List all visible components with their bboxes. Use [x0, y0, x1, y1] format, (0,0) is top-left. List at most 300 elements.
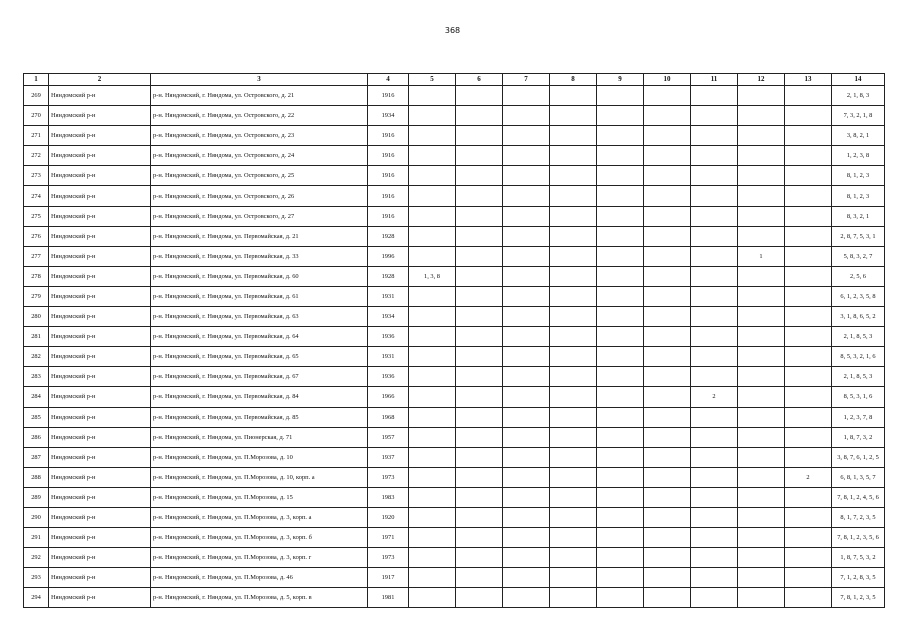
col-14-cell: 8, 1, 2, 3	[832, 166, 885, 186]
col-5-cell	[409, 347, 456, 367]
col-12-cell	[738, 447, 785, 467]
col-7-cell	[503, 568, 550, 588]
table-row	[24, 307, 885, 327]
col-6-cell	[456, 387, 503, 407]
table-row	[24, 226, 885, 246]
col-11-cell: 2	[691, 387, 738, 407]
col-12-cell	[738, 166, 785, 186]
year-cell: 1928	[368, 226, 409, 246]
col-14-cell: 7, 8, 1, 2, 4, 5, 6	[832, 487, 885, 507]
col-13-cell	[785, 146, 832, 166]
col-10-cell	[644, 186, 691, 206]
table-row	[24, 126, 885, 146]
col-9-cell	[597, 427, 644, 447]
col-10-cell	[644, 327, 691, 347]
row-number: 284	[24, 387, 49, 407]
table-row	[24, 146, 885, 166]
col-6-cell	[456, 568, 503, 588]
col-14-cell: 2, 1, 8, 3	[832, 86, 885, 106]
col-8-cell	[550, 528, 597, 548]
row-number: 276	[24, 226, 49, 246]
table-row	[24, 246, 885, 266]
year-cell: 1983	[368, 487, 409, 507]
col-5-cell	[409, 487, 456, 507]
row-number: 282	[24, 347, 49, 367]
district-cell: Няндомский р-н	[49, 286, 151, 306]
district-cell: Няндомский р-н	[49, 427, 151, 447]
year-cell: 1957	[368, 427, 409, 447]
row-number: 274	[24, 186, 49, 206]
col-13-cell	[785, 447, 832, 467]
col-10-cell	[644, 106, 691, 126]
col-10-cell	[644, 528, 691, 548]
address-cell: р-н. Няндомский, г. Няндома, ул. Первомайская, д. 63	[151, 307, 368, 327]
col-11-cell	[691, 367, 738, 387]
col-8-cell	[550, 327, 597, 347]
col-11-cell	[691, 126, 738, 146]
district-cell: Няндомский р-н	[49, 327, 151, 347]
col-13-cell	[785, 126, 832, 146]
col-10-cell	[644, 407, 691, 427]
col-7-cell	[503, 246, 550, 266]
col-14-cell: 8, 5, 3, 1, 6	[832, 387, 885, 407]
year-cell: 1917	[368, 568, 409, 588]
col-13-cell	[785, 86, 832, 106]
col-7-cell	[503, 407, 550, 427]
col-9-cell	[597, 286, 644, 306]
col-12-cell	[738, 507, 785, 527]
col-12-cell	[738, 487, 785, 507]
col-7-cell	[503, 226, 550, 246]
col-9-cell	[597, 367, 644, 387]
col-8-cell	[550, 447, 597, 467]
col-10-cell	[644, 427, 691, 447]
column-header-2: 2	[49, 74, 151, 86]
col-6-cell	[456, 146, 503, 166]
col-12-cell	[738, 186, 785, 206]
col-14-cell: 8, 5, 3, 2, 1, 6	[832, 347, 885, 367]
col-5-cell	[409, 206, 456, 226]
col-7-cell	[503, 548, 550, 568]
col-5-cell	[409, 568, 456, 588]
col-10-cell	[644, 286, 691, 306]
district-cell: Няндомский р-н	[49, 387, 151, 407]
col-11-cell	[691, 528, 738, 548]
col-12-cell	[738, 226, 785, 246]
year-cell: 1916	[368, 86, 409, 106]
address-cell: р-н. Няндомский, г. Няндома, ул. П.Морозова, д. 3, корп. б	[151, 528, 368, 548]
district-cell: Няндомский р-н	[49, 307, 151, 327]
col-6-cell	[456, 166, 503, 186]
row-number: 273	[24, 166, 49, 186]
col-6-cell	[456, 447, 503, 467]
district-cell: Няндомский р-н	[49, 487, 151, 507]
col-9-cell	[597, 206, 644, 226]
year-cell: 1937	[368, 447, 409, 467]
col-6-cell	[456, 206, 503, 226]
row-number: 288	[24, 467, 49, 487]
row-number: 281	[24, 327, 49, 347]
col-9-cell	[597, 146, 644, 166]
col-13-cell	[785, 568, 832, 588]
col-11-cell	[691, 568, 738, 588]
address-cell: р-н. Няндомский, г. Няндома, ул. Островского, д. 21	[151, 86, 368, 106]
col-11-cell	[691, 226, 738, 246]
col-14-cell: 6, 8, 1, 3, 5, 7	[832, 467, 885, 487]
col-8-cell	[550, 307, 597, 327]
col-13-cell	[785, 307, 832, 327]
col-14-cell: 8, 3, 2, 1	[832, 206, 885, 226]
col-8-cell	[550, 86, 597, 106]
col-6-cell	[456, 487, 503, 507]
col-9-cell	[597, 387, 644, 407]
col-7-cell	[503, 307, 550, 327]
col-6-cell	[456, 307, 503, 327]
col-11-cell	[691, 246, 738, 266]
col-5-cell	[409, 226, 456, 246]
year-cell: 1966	[368, 387, 409, 407]
col-14-cell: 7, 8, 1, 2, 3, 5	[832, 588, 885, 608]
col-8-cell	[550, 347, 597, 367]
col-9-cell	[597, 347, 644, 367]
address-cell: р-н. Няндомский, г. Няндома, ул. П.Морозова, д. 3, корп. а	[151, 507, 368, 527]
col-8-cell	[550, 106, 597, 126]
col-7-cell	[503, 286, 550, 306]
col-9-cell	[597, 166, 644, 186]
year-cell: 1916	[368, 186, 409, 206]
col-8-cell	[550, 407, 597, 427]
column-header-7: 7	[503, 74, 550, 86]
col-5-cell	[409, 467, 456, 487]
address-cell: р-н. Няндомский, г. Няндома, ул. П.Морозова, д. 46	[151, 568, 368, 588]
table-row	[24, 548, 885, 568]
col-9-cell	[597, 246, 644, 266]
col-10-cell	[644, 588, 691, 608]
address-cell: р-н. Няндомский, г. Няндома, ул. Первомайская, д. 85	[151, 407, 368, 427]
col-10-cell	[644, 568, 691, 588]
col-5-cell	[409, 548, 456, 568]
table-row	[24, 86, 885, 106]
col-5-cell	[409, 286, 456, 306]
row-number: 293	[24, 568, 49, 588]
col-5-cell	[409, 588, 456, 608]
column-header-9: 9	[597, 74, 644, 86]
col-12-cell	[738, 266, 785, 286]
col-12-cell	[738, 387, 785, 407]
year-cell: 1971	[368, 528, 409, 548]
col-8-cell	[550, 226, 597, 246]
col-13-cell	[785, 387, 832, 407]
col-5-cell	[409, 367, 456, 387]
col-5-cell	[409, 86, 456, 106]
col-12-cell	[738, 347, 785, 367]
address-cell: р-н. Няндомский, г. Няндома, ул. Островского, д. 25	[151, 166, 368, 186]
col-5-cell	[409, 427, 456, 447]
year-cell: 1916	[368, 166, 409, 186]
district-cell: Няндомский р-н	[49, 246, 151, 266]
col-13-cell	[785, 106, 832, 126]
col-6-cell	[456, 467, 503, 487]
col-11-cell	[691, 307, 738, 327]
col-9-cell	[597, 487, 644, 507]
column-header-3: 3	[151, 74, 368, 86]
col-14-cell: 2, 8, 7, 5, 3, 1	[832, 226, 885, 246]
column-header-11: 11	[691, 74, 738, 86]
col-13-cell	[785, 528, 832, 548]
col-7-cell	[503, 507, 550, 527]
col-14-cell: 1, 8, 7, 5, 3, 2	[832, 548, 885, 568]
table-row	[24, 166, 885, 186]
year-cell: 1981	[368, 588, 409, 608]
col-7-cell	[503, 447, 550, 467]
address-cell: р-н. Няндомский, г. Няндома, ул. П.Морозова, д. 15	[151, 487, 368, 507]
col-8-cell	[550, 588, 597, 608]
col-5-cell	[409, 407, 456, 427]
col-9-cell	[597, 266, 644, 286]
col-9-cell	[597, 226, 644, 246]
col-12-cell	[738, 367, 785, 387]
col-7-cell	[503, 146, 550, 166]
col-11-cell	[691, 206, 738, 226]
col-6-cell	[456, 327, 503, 347]
col-7-cell	[503, 86, 550, 106]
col-10-cell	[644, 206, 691, 226]
col-10-cell	[644, 447, 691, 467]
col-6-cell	[456, 528, 503, 548]
district-cell: Няндомский р-н	[49, 146, 151, 166]
col-5-cell	[409, 307, 456, 327]
col-5-cell	[409, 106, 456, 126]
col-11-cell	[691, 467, 738, 487]
col-14-cell: 8, 1, 2, 3	[832, 186, 885, 206]
data-table	[23, 73, 885, 608]
table-row	[24, 588, 885, 608]
col-14-cell: 1, 2, 3, 8	[832, 146, 885, 166]
col-5-cell	[409, 507, 456, 527]
col-9-cell	[597, 568, 644, 588]
col-13-cell	[785, 588, 832, 608]
col-5-cell	[409, 246, 456, 266]
col-14-cell: 7, 1, 2, 8, 3, 5	[832, 568, 885, 588]
table-row	[24, 487, 885, 507]
table-row	[24, 327, 885, 347]
table-row	[24, 387, 885, 407]
table-row	[24, 507, 885, 527]
col-5-cell	[409, 126, 456, 146]
col-8-cell	[550, 487, 597, 507]
col-14-cell: 3, 8, 2, 1	[832, 126, 885, 146]
col-7-cell	[503, 528, 550, 548]
col-10-cell	[644, 146, 691, 166]
col-11-cell	[691, 327, 738, 347]
col-10-cell	[644, 266, 691, 286]
col-8-cell	[550, 387, 597, 407]
col-10-cell	[644, 367, 691, 387]
table-row	[24, 206, 885, 226]
row-number: 294	[24, 588, 49, 608]
address-cell: р-н. Няндомский, г. Няндома, ул. Островского, д. 23	[151, 126, 368, 146]
col-6-cell	[456, 86, 503, 106]
col-11-cell	[691, 166, 738, 186]
col-7-cell	[503, 106, 550, 126]
col-14-cell: 2, 1, 8, 5, 3	[832, 327, 885, 347]
district-cell: Няндомский р-н	[49, 347, 151, 367]
col-9-cell	[597, 126, 644, 146]
col-13-cell	[785, 266, 832, 286]
table-header-row	[24, 74, 885, 86]
col-7-cell	[503, 266, 550, 286]
row-number: 286	[24, 427, 49, 447]
col-9-cell	[597, 106, 644, 126]
col-10-cell	[644, 126, 691, 146]
col-9-cell	[597, 327, 644, 347]
col-14-cell: 1, 2, 3, 7, 8	[832, 407, 885, 427]
address-cell: р-н. Няндомский, г. Няндома, ул. П.Морозова, д. 3, корп. г	[151, 548, 368, 568]
col-13-cell	[785, 347, 832, 367]
row-number: 292	[24, 548, 49, 568]
col-5-cell	[409, 186, 456, 206]
address-cell: р-н. Няндомский, г. Няндома, ул. П.Морозова, д. 10, корп. а	[151, 467, 368, 487]
district-cell: Няндомский р-н	[49, 568, 151, 588]
col-8-cell	[550, 507, 597, 527]
column-header-10: 10	[644, 74, 691, 86]
district-cell: Няндомский р-н	[49, 588, 151, 608]
col-10-cell	[644, 347, 691, 367]
district-cell: Няндомский р-н	[49, 226, 151, 246]
row-number: 270	[24, 106, 49, 126]
address-cell: р-н. Няндомский, г. Няндома, ул. Островского, д. 24	[151, 146, 368, 166]
district-cell: Няндомский р-н	[49, 467, 151, 487]
col-7-cell	[503, 367, 550, 387]
year-cell: 1920	[368, 507, 409, 527]
district-cell: Няндомский р-н	[49, 186, 151, 206]
address-cell: р-н. Няндомский, г. Няндома, ул. Первомайская, д. 60	[151, 266, 368, 286]
address-cell: р-н. Няндомский, г. Няндома, ул. П.Морозова, д. 5, корп. в	[151, 588, 368, 608]
col-6-cell	[456, 266, 503, 286]
table-row	[24, 186, 885, 206]
col-7-cell	[503, 427, 550, 447]
col-6-cell	[456, 548, 503, 568]
col-11-cell	[691, 427, 738, 447]
col-11-cell	[691, 266, 738, 286]
district-cell: Няндомский р-н	[49, 86, 151, 106]
col-11-cell	[691, 86, 738, 106]
col-13-cell	[785, 487, 832, 507]
col-12-cell: 1	[738, 246, 785, 266]
col-6-cell	[456, 286, 503, 306]
row-number: 287	[24, 447, 49, 467]
col-8-cell	[550, 568, 597, 588]
col-12-cell	[738, 126, 785, 146]
col-6-cell	[456, 186, 503, 206]
col-12-cell	[738, 206, 785, 226]
table-row	[24, 568, 885, 588]
district-cell: Няндомский р-н	[49, 407, 151, 427]
col-6-cell	[456, 226, 503, 246]
year-cell: 1916	[368, 146, 409, 166]
year-cell: 1936	[368, 367, 409, 387]
col-13-cell	[785, 367, 832, 387]
col-5-cell	[409, 327, 456, 347]
col-6-cell	[456, 126, 503, 146]
year-cell: 1936	[368, 327, 409, 347]
col-9-cell	[597, 447, 644, 467]
col-14-cell: 1, 8, 7, 3, 2	[832, 427, 885, 447]
col-11-cell	[691, 106, 738, 126]
col-13-cell: 2	[785, 467, 832, 487]
column-header-5: 5	[409, 74, 456, 86]
address-cell: р-н. Няндомский, г. Няндома, ул. Первомайская, д. 33	[151, 246, 368, 266]
row-number: 283	[24, 367, 49, 387]
col-14-cell: 3, 8, 7, 6, 1, 2, 5	[832, 447, 885, 467]
col-11-cell	[691, 286, 738, 306]
year-cell: 1928	[368, 266, 409, 286]
col-13-cell	[785, 507, 832, 527]
col-14-cell: 7, 3, 2, 1, 8	[832, 106, 885, 126]
col-6-cell	[456, 246, 503, 266]
table-row	[24, 427, 885, 447]
year-cell: 1934	[368, 106, 409, 126]
col-7-cell	[503, 588, 550, 608]
address-cell: р-н. Няндомский, г. Няндома, ул. П.Морозова, д. 10	[151, 447, 368, 467]
col-7-cell	[503, 487, 550, 507]
address-cell: р-н. Няндомский, г. Няндома, ул. Первомайская, д. 67	[151, 367, 368, 387]
column-header-12: 12	[738, 74, 785, 86]
col-13-cell	[785, 206, 832, 226]
year-cell: 1973	[368, 467, 409, 487]
table-row	[24, 467, 885, 487]
col-12-cell	[738, 588, 785, 608]
col-13-cell	[785, 166, 832, 186]
table-row	[24, 266, 885, 286]
col-10-cell	[644, 467, 691, 487]
year-cell: 1934	[368, 307, 409, 327]
col-7-cell	[503, 186, 550, 206]
col-8-cell	[550, 166, 597, 186]
col-13-cell	[785, 246, 832, 266]
col-11-cell	[691, 347, 738, 367]
col-12-cell	[738, 427, 785, 447]
address-cell: р-н. Няндомский, г. Няндома, ул. Островского, д. 26	[151, 186, 368, 206]
row-number: 285	[24, 407, 49, 427]
column-header-1: 1	[24, 74, 49, 86]
col-8-cell	[550, 126, 597, 146]
table-row	[24, 347, 885, 367]
col-7-cell	[503, 327, 550, 347]
col-8-cell	[550, 286, 597, 306]
table-row	[24, 286, 885, 306]
row-number: 278	[24, 266, 49, 286]
row-number: 280	[24, 307, 49, 327]
col-13-cell	[785, 407, 832, 427]
col-9-cell	[597, 186, 644, 206]
district-cell: Няндомский р-н	[49, 206, 151, 226]
col-7-cell	[503, 467, 550, 487]
col-8-cell	[550, 427, 597, 447]
address-cell: р-н. Няндомский, г. Няндома, ул. Первомайская, д. 65	[151, 347, 368, 367]
col-13-cell	[785, 327, 832, 347]
col-12-cell	[738, 407, 785, 427]
address-cell: р-н. Няндомский, г. Няндома, ул. Островского, д. 27	[151, 206, 368, 226]
col-8-cell	[550, 206, 597, 226]
col-5-cell	[409, 528, 456, 548]
col-9-cell	[597, 86, 644, 106]
column-header-13: 13	[785, 74, 832, 86]
col-9-cell	[597, 407, 644, 427]
col-13-cell	[785, 226, 832, 246]
col-5-cell	[409, 387, 456, 407]
col-12-cell	[738, 86, 785, 106]
